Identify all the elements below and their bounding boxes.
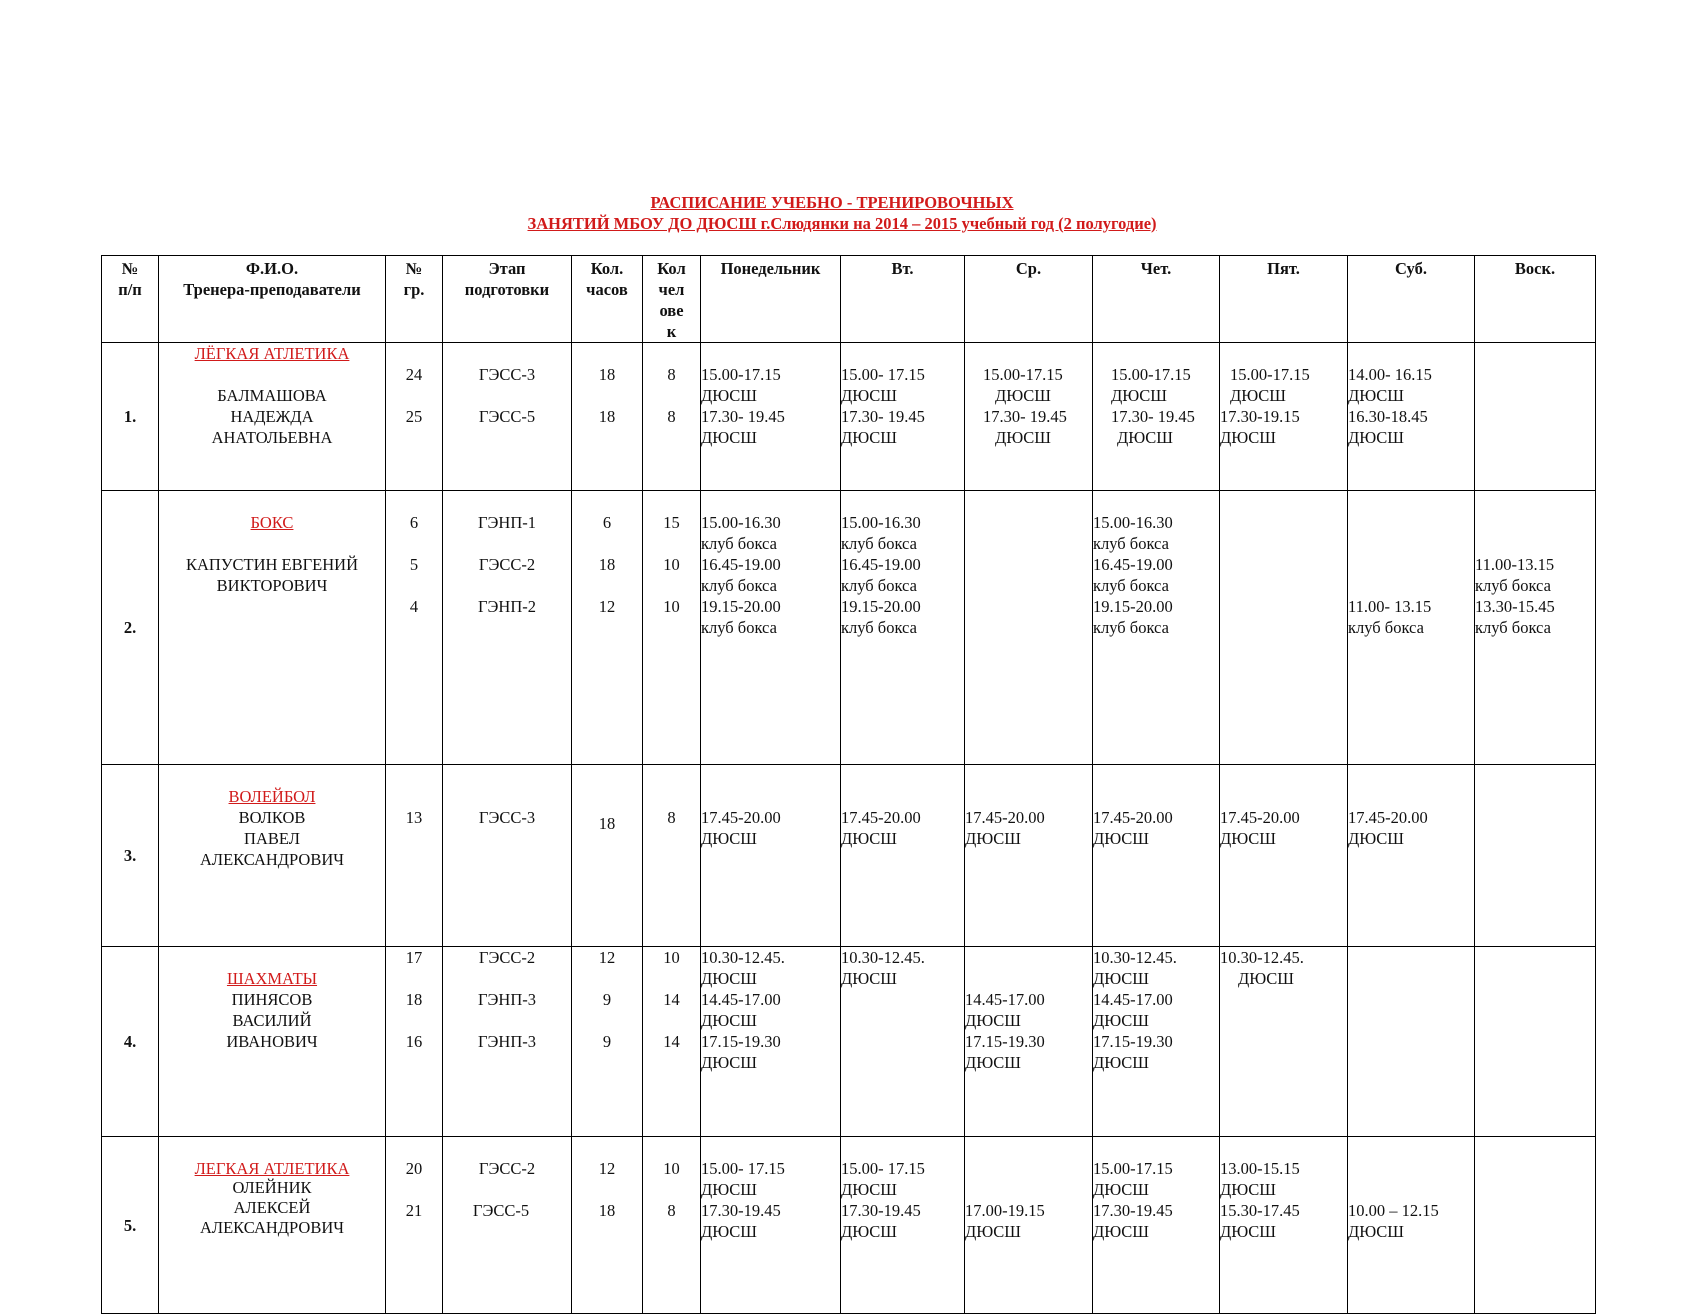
hours-cell: 12 18: [572, 1137, 643, 1314]
trainer-name-line: БАЛМАШОВА: [217, 386, 327, 405]
people-cell: 10 8: [643, 1137, 701, 1314]
tue-cell: 15.00- 17.15 ДЮСШ 17.30- 19.45 ДЮСШ: [841, 343, 965, 491]
header-sat: Суб.: [1348, 256, 1475, 343]
fri-cell: [1220, 491, 1348, 765]
row-number: 4.: [102, 947, 159, 1137]
header-fri: Пят.: [1220, 256, 1348, 343]
trainer-name-line: ВИКТОРОВИЧ: [216, 576, 328, 595]
header-fio: Ф.И.О. Тренера-преподаватели: [159, 256, 386, 343]
sun-cell: [1475, 343, 1596, 491]
sun-cell: 11.00-13.15 клуб бокса 13.30-15.45 клуб бокса: [1475, 491, 1596, 765]
trainer-cell: [159, 1137, 386, 1314]
trainer-name-line: ПАВЕЛ: [244, 829, 300, 848]
table-row: [102, 343, 1596, 491]
table-row: [102, 491, 1596, 765]
stage-cell: ГЭСС-2 ГЭСС-5: [443, 1137, 572, 1314]
fri-cell: 10.30-12.45. ДЮСШ: [1220, 947, 1348, 1137]
trainer-name-line: АЛЕКСАНДРОВИЧ: [200, 850, 344, 869]
people-cell: 8 8: [643, 343, 701, 491]
header-sun: Воск.: [1475, 256, 1596, 343]
sport-name: ЛЁГКАЯ АТЛЕТИКА: [194, 344, 350, 363]
header-stage: Этап подготовки: [443, 256, 572, 343]
mon-cell: 15.00-16.30 клуб бокса 16.45-19.00 клуб бокса 19.15-20.00 клуб бокса: [701, 491, 841, 765]
wed-cell: [965, 491, 1093, 765]
sun-cell: [1475, 765, 1596, 947]
table-row: [102, 947, 1596, 1137]
mon-cell: 15.00- 17.15 ДЮСШ 17.30-19.45 ДЮСШ: [701, 1137, 841, 1314]
tue-cell: 15.00- 17.15 ДЮСШ 17.30-19.45 ДЮСШ: [841, 1137, 965, 1314]
stage-cell: ГЭСС-3: [443, 765, 572, 947]
sport-name: ШАХМАТЫ: [226, 969, 318, 988]
fri-cell: 17.45-20.00 ДЮСШ: [1220, 765, 1348, 947]
people-cell: 15 10 10: [643, 491, 701, 765]
sport-name: БОКС: [250, 513, 294, 532]
people-cell: 8: [643, 765, 701, 947]
thu-cell: 17.45-20.00 ДЮСШ: [1093, 765, 1220, 947]
trainer-name-line: ВАСИЛИЙ: [232, 1011, 312, 1030]
group-cell: 20 21: [386, 1137, 443, 1314]
header-people: Кол чел ове к: [643, 256, 701, 343]
wed-cell: 17.45-20.00 ДЮСШ: [965, 765, 1093, 947]
stage-cell: ГЭСС-3 ГЭСС-5: [443, 343, 572, 491]
tue-cell: 10.30-12.45. ДЮСШ: [841, 947, 965, 1137]
trainer-cell: [159, 343, 386, 491]
mon-cell: 15.00-17.15 ДЮСШ 17.30- 19.45 ДЮСШ: [701, 343, 841, 491]
people-cell: 10 14 14: [643, 947, 701, 1137]
hours-cell: 18 18: [572, 343, 643, 491]
group-cell: 6 5 4: [386, 491, 443, 765]
schedule-table: [101, 255, 1596, 1314]
tue-cell: 15.00-16.30 клуб бокса 16.45-19.00 клуб бокса 19.15-20.00 клуб бокса: [841, 491, 965, 765]
trainer-cell: [159, 947, 386, 1137]
header-row: [102, 256, 1596, 343]
sat-cell: 17.45-20.00 ДЮСШ: [1348, 765, 1475, 947]
wed-cell: 15.00-17.15 ДЮСШ 17.30- 19.45 ДЮСШ: [965, 343, 1093, 491]
stage-cell: ГЭСС-2 ГЭНП-3 ГЭНП-3: [443, 947, 572, 1137]
header-tue: Вт.: [841, 256, 965, 343]
thu-cell: 15.00-17.15 ДЮСШ 17.30-19.45 ДЮСШ: [1093, 1137, 1220, 1314]
sat-cell: 14.00- 16.15 ДЮСШ 16.30-18.45 ДЮСШ: [1348, 343, 1475, 491]
trainer-name-line: ВОЛКОВ: [238, 808, 306, 827]
header-hours: Кол. часов: [572, 256, 643, 343]
trainer-name-line: ОЛЕЙНИК: [232, 1178, 312, 1197]
group-cell: 17 18 16: [386, 947, 443, 1137]
table-row: [102, 1137, 1596, 1314]
thu-cell: 15.00-17.15 ДЮСШ 17.30- 19.45 ДЮСШ: [1093, 343, 1220, 491]
sun-cell: [1475, 947, 1596, 1137]
document-title-line-1: РАСПИСАНИЕ УЧЕБНО - ТРЕНИРОВОЧНЫХ: [650, 193, 1014, 212]
tue-cell: 17.45-20.00 ДЮСШ: [841, 765, 965, 947]
trainer-cell: [159, 491, 386, 765]
trainer-name-line: ИВАНОВИЧ: [226, 1032, 318, 1051]
trainer-cell: [159, 765, 386, 947]
hours-cell: 6 18 12: [572, 491, 643, 765]
sat-cell: 10.00 – 12.15 ДЮСШ: [1348, 1137, 1475, 1314]
header-num: № п/п: [102, 256, 159, 343]
sun-cell: [1475, 1137, 1596, 1314]
row-number: 5.: [102, 1137, 159, 1314]
hours-cell: 12 9 9: [572, 947, 643, 1137]
fri-cell: 15.00-17.15 ДЮСШ 17.30-19.15 ДЮСШ: [1220, 343, 1348, 491]
row-number: 2.: [102, 491, 159, 765]
trainer-name-line: НАДЕЖДА: [230, 407, 314, 426]
mon-cell: 17.45-20.00 ДЮСШ: [701, 765, 841, 947]
group-cell: 13: [386, 765, 443, 947]
header-mon: Понедельник: [701, 256, 841, 343]
trainer-name-line: АЛЕКСАНДРОВИЧ: [200, 1218, 344, 1237]
row-number: 1.: [102, 343, 159, 491]
trainer-name-line: АНАТОЛЬЕВНА: [211, 428, 333, 447]
sport-name: ЛЕГКАЯ АТЛЕТИКА: [194, 1159, 350, 1178]
mon-cell: 10.30-12.45. ДЮСШ 14.45-17.00 ДЮСШ 17.15-19.30 ДЮСШ: [701, 947, 841, 1137]
thu-cell: 15.00-16.30 клуб бокса 16.45-19.00 клуб бокса 19.15-20.00 клуб бокса: [1093, 491, 1220, 765]
row-number: 3.: [102, 765, 159, 947]
stage-cell: ГЭНП-1 ГЭСС-2 ГЭНП-2: [443, 491, 572, 765]
thu-cell: 10.30-12.45. ДЮСШ 14.45-17.00 ДЮСШ 17.15-19.30 ДЮСШ: [1093, 947, 1220, 1137]
header-group: № гр.: [386, 256, 443, 343]
header-thu: Чет.: [1093, 256, 1220, 343]
sport-name: ВОЛЕЙБОЛ: [228, 787, 316, 806]
sat-cell: 11.00- 13.15 клуб бокса: [1348, 491, 1475, 765]
hours-cell: 18: [572, 765, 643, 947]
group-cell: 24 25: [386, 343, 443, 491]
trainer-name-line: КАПУСТИН ЕВГЕНИЙ: [185, 555, 358, 574]
table-row: [102, 765, 1596, 947]
trainer-name-line: АЛЕКСЕЙ: [233, 1198, 311, 1217]
wed-cell: 14.45-17.00 ДЮСШ 17.15-19.30 ДЮСШ: [965, 947, 1093, 1137]
wed-cell: 17.00-19.15 ДЮСШ: [965, 1137, 1093, 1314]
trainer-name-line: ПИНЯСОВ: [231, 990, 313, 1009]
sat-cell: [1348, 947, 1475, 1137]
document-title-line-2: ЗАНЯТИЙ МБОУ ДО ДЮСШ г.Слюдянки на 2014 – 2015 учебный год (2 полугодие): [527, 214, 1157, 233]
fri-cell: 13.00-15.15 ДЮСШ 15.30-17.45 ДЮСШ: [1220, 1137, 1348, 1314]
header-wed: Ср.: [965, 256, 1093, 343]
